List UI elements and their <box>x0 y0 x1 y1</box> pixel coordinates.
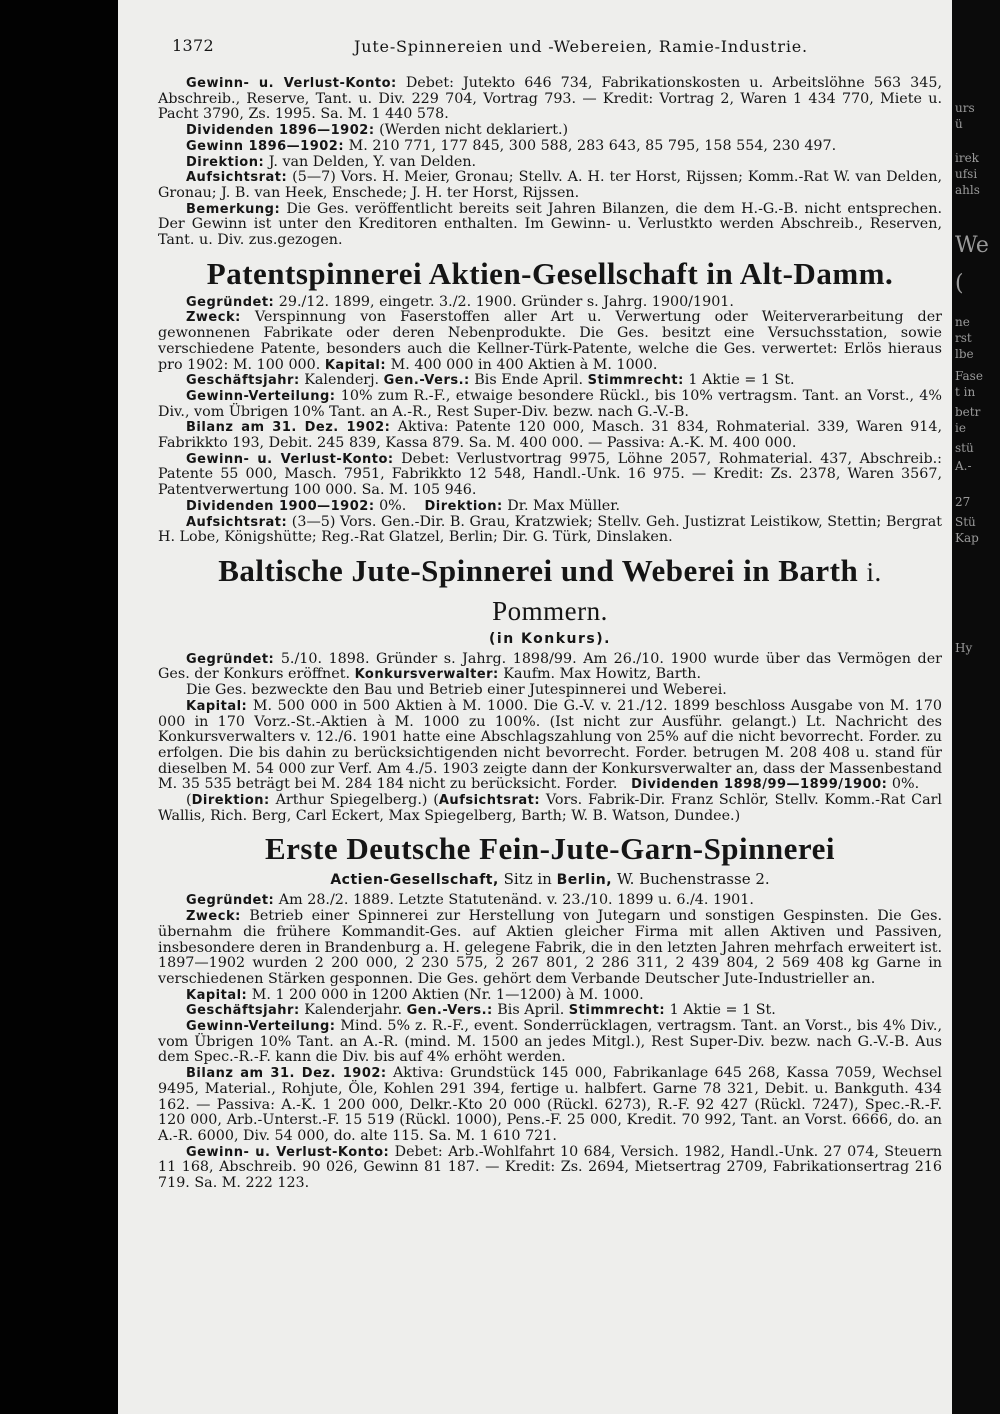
field-text: Debet: Jutekto 646 734, Fabrikationskosten u. Arbeitslöhne 563 345, Abschreib., Reserve, Tant. u. Div. 229 704, Vortrag 793. — Kredit: Vortrag 2, Waren 1 434 770, Miete u. Pacht 3790, Zs. 1995. Sa. M. 1 440 578. <box>158 75 942 123</box>
field-text: 5./10. 1898. Gründer s. Jahrg. 1898/99. Am 26./10. 1900 wurde über das Vermögen der Ges. der Konkurs eröffnet. <box>158 650 942 683</box>
edge-fragment: Stü <box>955 515 976 529</box>
field-text: Dr. Max Müller. <box>507 497 621 514</box>
field-text: J. van Delden, Y. van Delden. <box>268 153 477 170</box>
dividends-entry <box>158 123 942 139</box>
field-text: 0%. <box>379 497 407 514</box>
founded-entry <box>158 295 942 311</box>
field-label: Kapital: <box>186 698 248 714</box>
field-label: Gen.-Vers.: <box>406 1003 493 1019</box>
edge-fragment: lbe <box>955 347 974 361</box>
field-text: M. 500 000 in 500 Aktien à M. 1000. Die G.-V. v. 21./12. 1899 beschloss Ausgabe von M. 170 000 in 170 Vorz.-St.-Aktien à M. 1000 zu 100%. (Ist nicht zur Ausführ. gelangt.) Lt. Nachricht des Konkursverwalters v. 12./6. 1901 hatte eine Abschlagszahlung von 25% auf die nicht bevorrecht. Forder. zu erfolgen. Die bis dahin zu berücksichtigenden nicht bevorrecht. Forder. betrugen M. 208 408 u. stand für dieselben M. 54 000 zur Verf. Am 4./5. 1903 zeigte dann der Konkursverwalter an, dass der Massenbestand M. 35 535 beträgt bei M. 284 184 nicht zu berücksicht. Forder. <box>158 697 943 793</box>
field-text: Kalenderj. <box>304 372 380 389</box>
profit-loss-account <box>158 452 942 499</box>
scan-right-margin <box>952 0 1000 1414</box>
profit-distribution-entry <box>158 1019 942 1066</box>
running-title: Jute-Spinnereien und -Webereien, Ramie-Industrie. <box>354 37 808 56</box>
profit-loss-account <box>158 76 942 123</box>
field-text: M. 210 771, 177 845, 300 588, 283 643, 85 795, 158 554, 230 497. <box>348 137 837 154</box>
field-label: Direktion: <box>424 498 503 514</box>
edge-fragment: urs <box>955 101 975 115</box>
edge-fragment: 27 <box>955 495 971 509</box>
heading-location: i. Pommern. <box>492 556 882 626</box>
field-text: Die Ges. veröffentlicht bereits seit Jahren Bilanzen, die dem H.-G.-B. nicht entsprechen. Der Gewinn ist unter den Kreditoren enthalten. Im Gewinn- u. Verlustkto werden Abschreib., Reserven, Tant. u. Div. zus.gezogen. <box>158 200 942 249</box>
field-label: Aufsichtsrat: <box>438 793 541 809</box>
scan-left-margin <box>0 0 118 1414</box>
field-label: Zweck: <box>186 909 241 925</box>
field-text: (Werden nicht deklariert.) <box>379 122 569 139</box>
field-label: Gewinn- u. Verlust-Konto: <box>186 1144 390 1160</box>
field-label: Aufsichtsrat: <box>186 514 288 530</box>
business-year-entry <box>158 1003 942 1019</box>
field-label: Gegründet: <box>186 893 275 909</box>
field-label: Kapital: <box>324 357 387 373</box>
edge-fragment: Hy <box>955 641 973 655</box>
founded-entry <box>158 652 942 683</box>
management-entry <box>158 155 942 171</box>
field-label: Gewinn- u. Verlust-Konto: <box>186 76 397 91</box>
capital-entry <box>158 988 942 1004</box>
company-heading: Erste Deutsche Fein-Jute-Garn-Spinnerei <box>265 831 835 867</box>
founded-entry <box>158 893 942 909</box>
balance-sheet-entry <box>158 420 942 451</box>
field-label: Kapital: <box>186 987 248 1003</box>
edge-fragment: ufsi <box>955 167 978 181</box>
edge-fragment: stü <box>955 441 974 455</box>
company-heading <box>158 552 942 630</box>
purpose-entry <box>158 909 942 988</box>
edge-fragment: irek <box>955 151 979 165</box>
profit-loss-account <box>158 1145 942 1192</box>
field-label: Geschäftsjahr: <box>186 373 300 389</box>
field-label: Aufsichtsrat: <box>186 170 288 186</box>
field-text: Die Ges. bezweckte den Bau und Betrieb einer Jutespinnerei und Weberei. <box>186 682 727 699</box>
field-text: Arthur Spiegelberg. <box>275 792 422 809</box>
field-text: (3—5) Vors. Gen.-Dir. B. Grau, Kratzwiek; Stellv. Geh. Justizrat Leistikow, Stettin; Bergrat H. Lobe, Königshütte; Reg.-Rat Glatzel, Berlin; Dir. G. Türk, Dinslaken. <box>158 513 942 546</box>
field-label: Zweck: <box>186 310 241 326</box>
capital-entry <box>158 699 942 793</box>
field-text: Aktiva: Grundstück 145 000, Fabrikanlage 645 268, Kassa 7059, Wechsel 9495, Material., Rohjute, Öle, Kohlen 291 394, fertige u. halbfert. Garne 78 321, Debit. u. Bankguth. 434 162. — Passiva: A.-K. 1 200 000, Delkr.-Kto 20 000 (Rückl. 6273), R.-F. 92 427 (Rückl. 7247), Spec.-R.-F. 120 000, Arb.-Unterst.-F. 15 519 (Rückl. 1000), Pens.-F. 25 000, Kredit. 70 992, Tant. an Vorst. 6666, do. an A.-R. 6000, Div. 54 000, do. alte 115. Sa. M. 1 610 721. <box>158 1065 942 1144</box>
field-label: Stimmrecht: <box>587 373 684 389</box>
edge-fragment: ahls <box>955 183 980 197</box>
field-text: 1 Aktie = 1 St. <box>688 372 795 389</box>
field-text: Debet: Verlustvortrag 9975, Löhne 2057, Rohmaterial. 437, Abschreib.: Patente 55 000, Masch. 7951, Fabrikkto 12 548, Handl.-Unk. 16 975. — Kredit: Zs. 2378, Waren 3567, Patentverwertung 100 000. Sa. M. 105 946. <box>158 450 942 499</box>
remark-entry <box>158 202 942 249</box>
field-label: Dividenden 1900—1902: <box>186 498 375 514</box>
edge-fragment: Kap <box>955 531 979 545</box>
field-text: Betrieb einer Spinnerei zur Herstellung von Jutegarn und sonstigen Gespinsten. Die Ges. übernahm die frühere Kommandit-Ges. auf Aktien gleicher Firma mit allen Aktiven und Passiven, insbesondere deren in Brandenburg a. H. gelegene Fabrik, die in den letzten Jahren mehrfach erweitert ist. 1897—1902 wurden 2 200 000, 2 230 575, 2 267 801, 2 286 311, 2 439 804, 2 569 408 kg Garne in verschiedenen Stärken gesponnen. Die Ges. gehört dem Verbande Deutscher Jute-Industrieller an. <box>158 908 943 987</box>
company-address: W. Buchenstrasse 2. <box>616 870 770 889</box>
field-label: Gewinn- u. Verlust-Konto: <box>186 451 394 467</box>
field-text: Am 28./2. 1889. Letzte Statutenänd. v. 23./10. 1899 u. 6./4. 1901. <box>278 892 754 909</box>
balance-sheet-entry <box>158 1066 942 1145</box>
field-text: Bis April. <box>497 1002 565 1019</box>
field-text: Mind. 5% z. R.-F., event. Sonderrücklagen, vertragsm. Tant. an Vorst., bis 4% Div., vom Übrigen 10% Tant. an A.-R. (mind. M. 1500 an jedes Mitgl.), Rest Super-Div. bezw. nach G.-V.-B. Aus dem Spec.-R.-F. kann die Div. bis auf 4% erhöht werden. <box>158 1018 942 1066</box>
field-text: Bis Ende April. <box>474 372 584 389</box>
field-label: Dividenden 1898/99—1899/1900: <box>631 777 888 793</box>
edge-fragment: ne <box>955 315 970 329</box>
field-label: Geschäftsjahr: <box>186 1003 300 1019</box>
edge-fragment: t in <box>955 385 976 399</box>
profit-entry <box>158 139 942 155</box>
company-subtitle <box>158 870 942 889</box>
field-text: Vors. Fabrik-Dir. Franz Schlör, Stellv. Komm.-Rat Carl Wallis, Rich. Berg, Carl Eckert, Max Spiegelberg, Barth; W. B. Watson, Dundee. <box>158 792 942 824</box>
page-header <box>172 36 942 64</box>
field-label: Gewinn 1896—1902: <box>186 138 345 154</box>
edge-fragment: Fase <box>955 369 983 383</box>
field-label: Gewinn-Verteilung: <box>186 1019 336 1035</box>
field-label: Bemerkung: <box>186 201 281 217</box>
business-year-entry <box>158 373 942 389</box>
field-label: Konkursverwalter: <box>354 667 499 683</box>
field-text: Debet: Arb.-Wohlfahrt 10 684, Versich. 1982, Handl.-Unk. 27 074, Steuern 11 168, Abschreib. 90 026, Gewinn 81 187. — Kredit: Zs. 2694, Mietsertrag 2709, Fabrikationsertrag 216 719. Sa. M. 222 123. <box>158 1143 942 1192</box>
field-text: Kaufm. Max Howitz, Barth. <box>503 666 702 683</box>
field-text: Aktiva: Patente 120 000, Masch. 31 834, Rohmaterial. 339, Waren 914, Fabrikkto 193, Debit. 245 839, Kassa 879. Sa. M. 400 000. — Passiva: A.-K. M. 400 000. <box>158 419 943 452</box>
edge-fragment: betr <box>955 405 981 419</box>
page-number: 1372 <box>172 36 214 55</box>
status-subheading: (in Konkurs). <box>489 630 611 647</box>
company-form: Actien-Gesellschaft, <box>330 872 499 889</box>
field-label: Gen.-Vers.: <box>383 373 470 389</box>
field-label: Dividenden 1896—1902: <box>186 123 375 139</box>
dividends-entry <box>158 499 942 515</box>
field-text: (5—7) Vors. H. Meier, Gronau; Stellv. A. H. ter Horst, Rijssen; Komm.-Rat W. van Delden, Gronau; J. B. van Heek, Enschede; J. H. ter Horst, Rijssen. <box>158 169 942 201</box>
purpose-entry <box>158 683 942 699</box>
field-label: Stimmrecht: <box>568 1003 666 1019</box>
edge-fragment: ie <box>955 421 966 435</box>
field-label: Direktion: <box>186 154 265 170</box>
edge-fragment: ( <box>955 271 964 296</box>
field-text: M. 400 000 in 400 Aktien à M. 1000. <box>390 356 658 373</box>
edge-fragment: A.- <box>955 459 972 473</box>
edge-fragment: ü <box>955 117 963 131</box>
company-heading: Patentspinnerei Aktien-Gesellschaft in Alt-Damm. <box>206 255 894 291</box>
supervisory-board-entry <box>158 170 942 201</box>
field-label: Direktion: <box>191 793 270 809</box>
purpose-entry <box>158 310 942 373</box>
field-label: Gewinn-Verteilung: <box>186 388 336 404</box>
field-text: 10% zum R.-F., etwaige besondere Rückl., bis 10% vertragsm. Tant. an Vorst., 4% Div., vom Übrigen 10% Tant. an A.-R., Rest Super-Div. bezw. nach G.-V.-B. <box>158 387 942 420</box>
profit-distribution-entry <box>158 389 942 420</box>
edge-fragment: rst <box>955 331 972 345</box>
page-body <box>158 76 942 1192</box>
field-label: Bilanz am 31. Dez. 1902: <box>186 1066 387 1082</box>
field-label: Gegründet: <box>186 651 275 667</box>
edge-fragment: We <box>955 233 989 258</box>
field-text: M. 1 200 000 in 1200 Aktien (Nr. 1—1200) à M. 1000. <box>251 986 644 1003</box>
field-text: Verspinnung von Faserstoffen aller Art u. Verwertung oder Weiterverarbeitung der gewonnenen Fabrikate oder deren Nebenprodukte. Die Ges. besitzt eine Versuchsstation, sowie verschiedene Patente, besonders auch die Kellner-Türk-Patente, welche die Ges. verwertet: Erlös hieraus pro 1902: M. 100 000. <box>158 309 943 373</box>
field-text: 1 Aktie = 1 St. <box>669 1002 776 1019</box>
book-page <box>118 0 952 1414</box>
supervisory-board-entry <box>158 515 942 546</box>
field-text: Kalenderjahr. <box>304 1002 403 1019</box>
management-entry: (Direktion: Arthur Spiegelberg.) (Aufsichtsrat: Vors. Fabrik-Dir. Franz Schlör, Stellv. Komm.-Rat Carl Wallis, Rich. Berg, Carl Eckert, Max Spiegelberg, Barth; W. B. Watson, Dundee.) <box>158 792 942 824</box>
field-label: Gegründet: <box>186 294 275 310</box>
field-text: 0%. <box>891 776 920 793</box>
company-city: Berlin, <box>556 872 613 889</box>
field-text: 29./12. 1899, eingetr. 3./2. 1900. Gründer s. Jahrg. 1900/1901. <box>278 293 734 310</box>
field-label: Bilanz am 31. Dez. 1902: <box>186 420 391 436</box>
heading-text: Baltische Jute-Spinnerei und Weberei in Barth <box>218 552 859 588</box>
subtitle-text: Sitz in <box>503 870 552 889</box>
